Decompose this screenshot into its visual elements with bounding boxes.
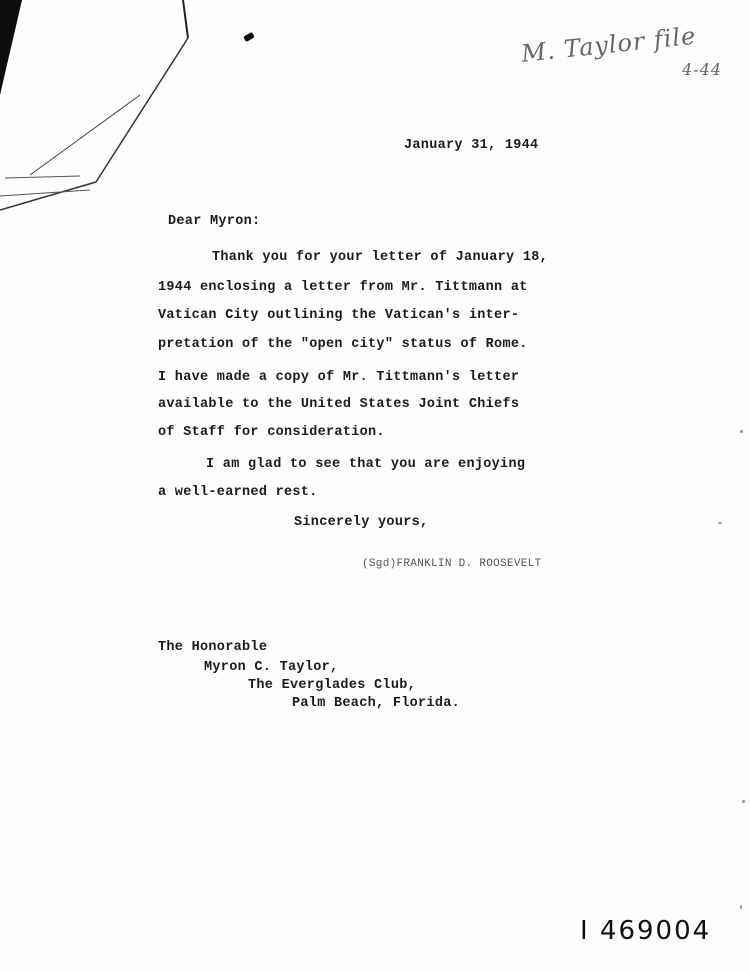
body-line-9: a well-earned rest. — [158, 485, 318, 500]
scan-speck — [718, 522, 722, 524]
body-line-8: I am glad to see that you are enjoying — [206, 457, 526, 472]
address-line-3: The Everglades Club, — [248, 678, 417, 693]
handwritten-file-date: 4-44 — [682, 60, 722, 79]
body-line-5: I have made a copy of Mr. Tittmann's letter — [158, 370, 520, 385]
signature-line: (Sgd)FRANKLIN D. ROOSEVELT — [362, 558, 542, 570]
archive-id: I 469004 — [580, 916, 712, 946]
address-line-4: Palm Beach, Florida. — [292, 696, 461, 711]
body-line-3: Vatican City outlining the Vatican's inter- — [158, 308, 520, 323]
address-line-1: The Honorable — [158, 640, 268, 655]
letter-date: January 31, 1944 — [404, 138, 539, 153]
scan-speck — [742, 800, 745, 803]
address-line-2: Myron C. Taylor, — [204, 660, 339, 675]
scan-speck — [740, 905, 742, 909]
salutation: Dear Myron: — [168, 214, 261, 229]
body-line-2: 1944 enclosing a letter from Mr. Tittmann at — [158, 280, 528, 295]
body-line-4: pretation of the "open city" status of Rome. — [158, 337, 528, 352]
body-line-1: Thank you for your letter of January 18, — [212, 250, 549, 265]
closing: Sincerely yours, — [294, 515, 429, 530]
scan-page-edge — [0, 0, 200, 240]
ink-mark — [243, 32, 255, 42]
handwritten-file-note: M. Taylor file — [520, 21, 698, 68]
body-line-7: of Staff for consideration. — [158, 425, 385, 440]
body-line-6: available to the United States Joint Chiefs — [158, 397, 520, 412]
scan-speck — [740, 430, 743, 433]
